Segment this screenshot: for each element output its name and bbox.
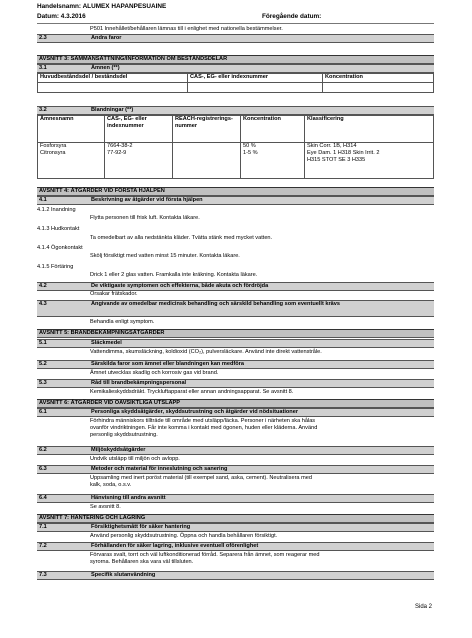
inhalation-label: 4.1.2 Inandning xyxy=(37,207,76,213)
substances-table: Huvudbeståndsdel / beståndsdel CAS-, EG- eller indexnummer Koncentration xyxy=(37,73,434,93)
section-5-2-text: Ämnet utvecklas skadlig och korrosiv gas vid brand. xyxy=(90,370,219,376)
header-divider xyxy=(37,23,434,24)
section-4-3-text: Behandla enligt symptom. xyxy=(90,319,155,325)
skin-contact-text: Ta omedelbart av alla nedstänkta kläder. Tvätta stänk med mycket vatten. xyxy=(90,235,273,241)
section-6-3-text: Uppsamling med inert poröst material (till exempel sand, aska, cement). Neutralisera med kalk, soda, o.s.v. xyxy=(90,475,312,488)
section-6-2: 6.2 Miljöskyddsåtgärder xyxy=(37,446,434,455)
section-7-2: 7.2 Förhållanden för säker lagring, inklusive eventuell oförenlighet xyxy=(37,542,434,551)
trade-name: Handelsnamn: ALUMEX HAPANPESUAINE xyxy=(37,3,167,10)
section-4-1: 4.1 Beskrivning av åtgärder vid första hjälpen xyxy=(37,196,434,205)
section-5-1: 5.1 Släckmedel xyxy=(37,339,434,348)
p501-text: P501 Innehållet/behållaren lämnas till i enlighet med nationella bestämmelser. xyxy=(90,26,283,32)
section-2-3: 2.3 Andra faror xyxy=(37,34,434,43)
mixtures-table: Ämnesnamn CAS-, EG- eller indexnummer REACH-registrerings-nummer Koncentration Klassificering Fosforsyra Citronsyra 7664-38-2 77-92-9 50 % 1-5 % Skin Corr. 1B, H314 Eye Dam. 1 H318 Skin Irrit. 2 H315 STOT SE 3 H335 xyxy=(37,115,434,179)
section-7-2-text: Förvaras svalt, torrt och väl luftkonditionerad förråd. Separera från ämnet, som reagerar med syrorna. Behållaren ska vara väl tillsluten. xyxy=(90,552,320,565)
section-4-heading: AVSNITT 4: ÅTGÄRDER VID FÖRSTA HJÄLPEN xyxy=(37,187,434,196)
ingestion-text: Drick 1 eller 2 glas vatten. Framkalla inte kräkning. Kontakta läkare. xyxy=(90,272,258,278)
section-6-2-text: Undvik utsläpp till miljön och avlopp. xyxy=(90,456,180,462)
section-7-3: 7.3 Specifik slutanvändning xyxy=(37,571,434,580)
section-6-1: 6.1 Personliga skyddsåtgärder, skyddsutrustning och åtgärder vid nödsituationer xyxy=(37,408,434,417)
section-5-3: 5.3 Råd till brandbekämpningspersonal xyxy=(37,379,434,388)
document-date: Datum: 4.3.2016 xyxy=(37,13,86,20)
section-5-2: 5.2 Särskilda faror som ämnet eller blandningen kan medföra xyxy=(37,360,434,369)
section-4-3: 4.3 Angivande av omedelbar medicinsk behandling och särskild behandling som eventuellt krävs xyxy=(37,300,434,317)
page-number: Sida 2 xyxy=(414,604,432,610)
section-5-3-text: Kemikalieskyddsdräkt. Tryckluftapparat eller annan andningsapparat. Se avsnitt 8. xyxy=(90,389,294,395)
section-7-heading: AVSNITT 7: HANTERING OCH LAGRING xyxy=(37,514,434,523)
section-4-2-text: Orsakar frätskador. xyxy=(90,291,138,297)
previous-date: Föregående datum: xyxy=(262,13,322,20)
mixture-rows: Fosforsyra Citronsyra 7664-38-2 77-92-9 50 % 1-5 % Skin Corr. 1B, H314 Eye Dam. 1 H318 Skin Irrit. 2 H315 STOT SE 3 H335 xyxy=(38,143,434,179)
section-7-1-text: Använd personlig skyddsutrustning. Öppna och handla behållaren försiktigt. xyxy=(90,533,278,539)
section-6-3: 6.3 Metoder och material för inneslutning och sanering xyxy=(37,465,434,474)
section-6-4-text: Se avsnitt 8. xyxy=(90,504,121,510)
section-5-1-text: Vattendimma, skumsläckning, koldioxid (CO₂), pulversläckare. Använd inte direkt vattenstråle. xyxy=(90,349,322,355)
section-6-4: 6.4 Hänvisning till andra avsnitt xyxy=(37,494,434,503)
ingestion-label: 4.1.5 Förtäring xyxy=(37,264,74,270)
section-3-1: 3.1 Ämnen (**) xyxy=(37,64,434,73)
eye-contact-text: Skölj försiktigt med vatten minst 15 minuter. Kontakta läkare. xyxy=(90,253,240,259)
eye-contact-label: 4.1.4 Ögonkontakt xyxy=(37,245,83,251)
section-6-heading: AVSNITT 6: ÅTGÄRDER VID OAVSIKTLIGA UTSLÄPP xyxy=(37,399,434,408)
section-6-1-text: Förhindra människors tillträde till område med utsläpp/läcka. Personer i närheten ska hålas ovanför vindriktningen. Får inte komma i kontakt med ögonen, huden eller kläderna. Använd personlig skyddsutrustning. xyxy=(90,418,318,438)
section-4-2: 4.2 De viktigaste symptomen och effekterna, både akuta och fördröjda xyxy=(37,282,434,291)
inhalation-text: Flytta personen till frisk luft. Kontakta läkare. xyxy=(90,215,200,221)
section-7-1: 7.1 Försiktighetsmått för säker hantering xyxy=(37,523,434,532)
skin-contact-label: 4.1.3 Hudkontakt xyxy=(37,226,80,232)
section-3-heading: AVSNITT 3: SAMMANSÄTTNING/INFORMATION OM BESTÅNDSDELAR xyxy=(37,55,434,64)
section-3-2: 3.2 Blandningar (**) xyxy=(37,106,434,115)
section-5-heading: AVSNITT 5: BRANDBEKÄMPNINGSÅTGÄRDER xyxy=(37,329,434,338)
